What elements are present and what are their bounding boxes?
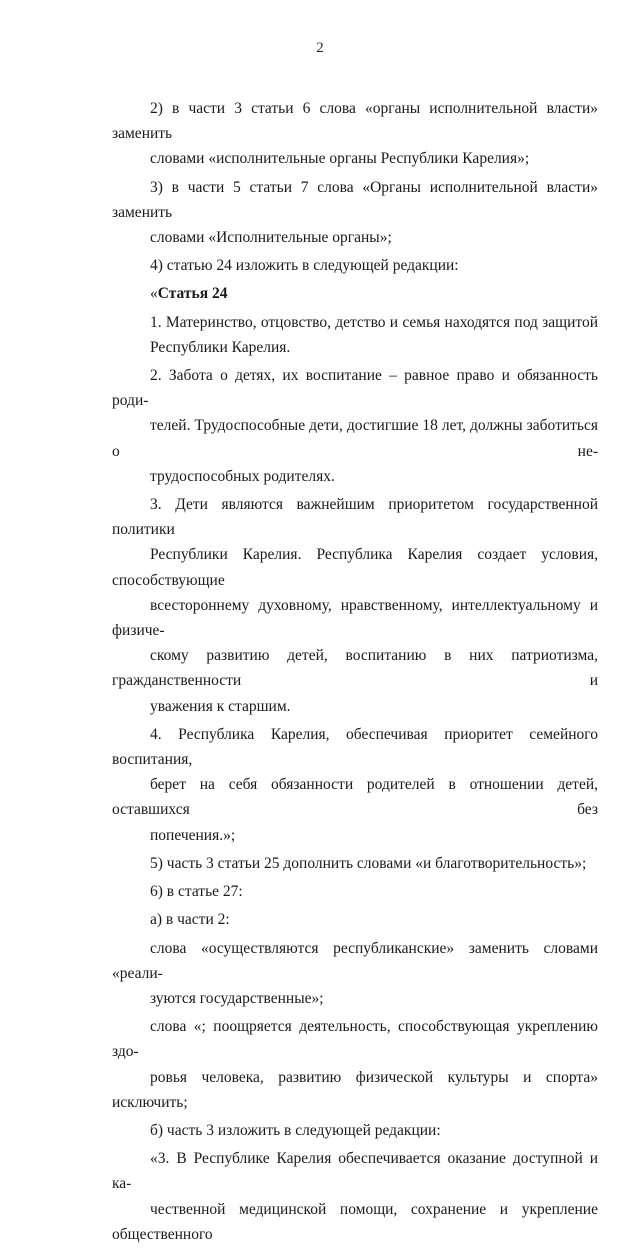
text-line: ровья человека, развитию физической культуры и спорта» исключить; <box>112 1068 598 1111</box>
text-line: Республики Карелия. <box>150 338 291 356</box>
text-line: «3. В Республике Карелия обеспечивается оказание доступной и ка- <box>112 1150 598 1193</box>
text-line: 1. Материнство, отцовство, детство и семья находятся под защитой <box>150 313 598 331</box>
text-line: 2) в части 3 статьи 6 слова «органы исполнительной власти» заменить <box>112 100 598 143</box>
text-line: скому развитию детей, воспитанию в них патриотизма, гражданственности и <box>112 647 598 690</box>
text-line: чественной медицинской помощи, сохранение и укрепление общественного <box>112 1200 598 1243</box>
text-line: уважения к старшим. <box>150 697 291 715</box>
subitem-b <box>112 1118 598 1143</box>
text-line: 3) в части 5 статьи 7 слова «Органы исполнительной власти» заменить <box>112 178 598 221</box>
text-line: 6) в статье 27: <box>150 883 243 901</box>
article-part-4 <box>112 722 598 848</box>
subitem-a-words-1 <box>112 936 598 1012</box>
text-line: 4) статью 24 изложить в следующей редакции: <box>150 257 459 275</box>
paragraph-item-4 <box>112 253 598 278</box>
text-line: слова «осуществляются республиканские» заменить словами «реали- <box>112 939 598 982</box>
text-line: берет на себя обязанности родителей в отношении детей, оставшихся без <box>112 776 598 819</box>
text-line: 2. Забота о детях, их воспитание – равное право и обязанность роди- <box>112 367 598 410</box>
paragraph-item-3 <box>112 175 598 251</box>
text-line: слова «; поощряется деятельность, способствующая укреплению здо- <box>112 1018 598 1061</box>
page-number: 2 <box>316 40 324 56</box>
text-line: трудоспособных родителях. <box>150 467 335 485</box>
text-line: 5) часть 3 статьи 25 дополнить словами «и благотворительность»; <box>150 854 587 872</box>
article-heading <box>112 281 598 306</box>
text-line: 4. Республика Карелия, обеспечивая приоритет семейного воспитания, <box>112 725 598 769</box>
paragraph-item-5 <box>112 851 598 876</box>
text-line: а) в части 2: <box>150 911 230 929</box>
text-line: попечения.»; <box>150 826 236 844</box>
text-line: словами «исполнительные органы Республики Карелия»; <box>150 150 530 168</box>
document-body <box>112 96 598 1250</box>
article-part-2 <box>112 363 598 489</box>
paragraph-item-6 <box>112 879 598 904</box>
text-line: зуются государственные»; <box>150 989 324 1007</box>
text-line: словами «Исполнительные органы»; <box>150 229 392 247</box>
article-part-3 <box>112 492 598 719</box>
text-line: б) часть 3 изложить в следующей редакции: <box>150 1121 441 1139</box>
article-title: Статья 24 <box>157 285 228 303</box>
article-part-1 <box>112 310 598 360</box>
subitem-a-words-2 <box>112 1014 598 1115</box>
new-part-3 <box>112 1146 598 1247</box>
paragraph-item-2 <box>112 96 598 172</box>
text-line: Республики Карелия. Республика Карелия создает условия, способствующие <box>112 546 598 589</box>
text-line: телей. Трудоспособные дети, достигшие 18 лет, должны заботиться о не- <box>112 417 598 460</box>
text-line: всестороннему духовному, нравственному, интеллектуальному и физиче- <box>112 596 598 640</box>
opening-quote: « <box>150 285 158 303</box>
text-line: 3. Дети являются важнейшим приоритетом государственной политики <box>112 496 598 539</box>
subitem-a <box>112 907 598 932</box>
